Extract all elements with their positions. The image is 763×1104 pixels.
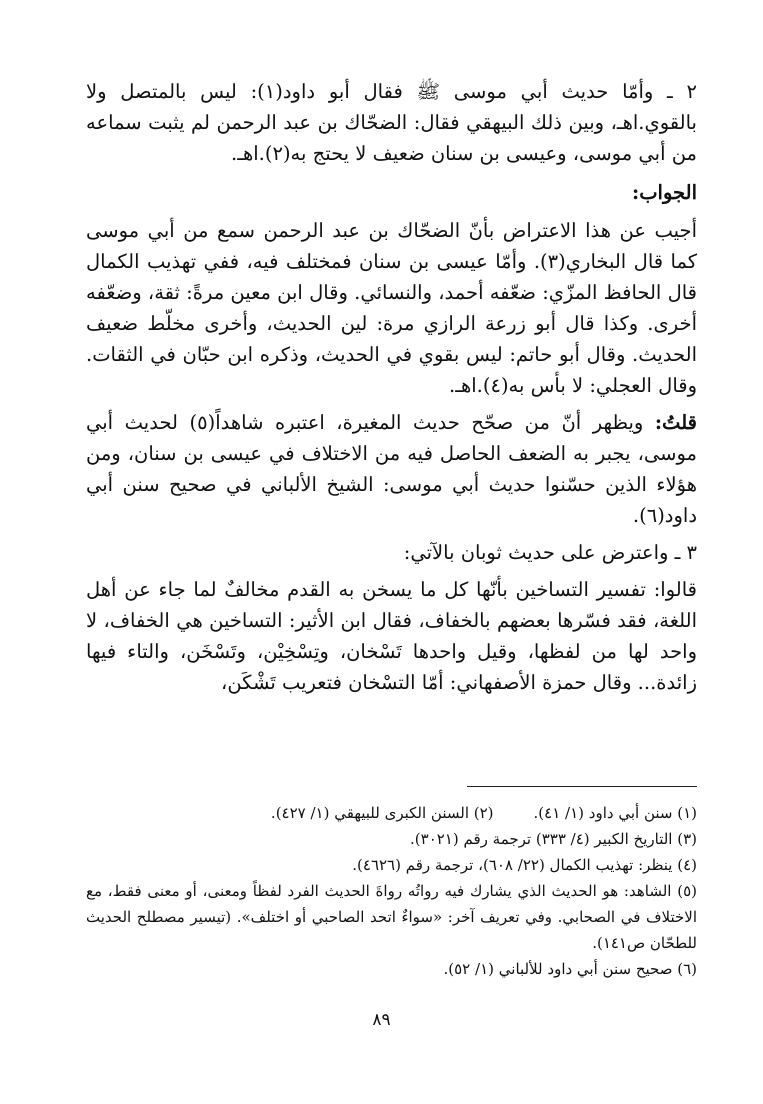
heading-answer: الجواب:: [632, 181, 697, 204]
footnote-2: (٢) السنن الكبرى للبيهقي (١/ ٤٢٧).: [270, 804, 494, 822]
footnotes: [86, 800, 697, 982]
qultu-lead: قلتُ:: [654, 411, 697, 434]
footnote-3: (٣) التاريخ الكبير (٤/ ٣٣٣) ترجمة رقم (٣٠٢١).: [410, 830, 697, 848]
footnote-1: (١) سنن أبي داود (١/ ٤١).: [533, 804, 697, 822]
footnote-5: (٥) الشاهد: هو الحديث الذي يشارك فيه رواتُه رواةَ الحديث الفرد لفظاً ومعنى، أو معنى فقط، مع الاختلاف في الصحابي. وفي تعريف آخر: «سواءٌ اتحد الصاحبي أو اختلف». (تيسير مصطلح الحديث للطحّان ص١٤١).: [86, 882, 697, 952]
footnote-row: [86, 800, 697, 826]
paragraph-answer: أجيب عن هذا الاعتراض بأنّ الضحّاك بن عبد الرحمن سمع من أبي موسى كما قال البخاري(٣). وأمّا عيسى بن سنان فمختلف فيه، ففي تهذيب الكمال قال الحافظ المزّي: ضعّفه أحمد، والنسائي. وقال ابن معين مرةً: ثقة، وضعّفه أخرى. وكذا قال أبو زرعة الرازي مرة: لين الحديث، وأخرى مخلّط ضعيف الحديث. وقال أبو حاتم: ليس بقوي في الحديث، وذكره ابن حبّان في الثقات. وقال العجلي: لا بأس به(٤).اهـ.: [86, 219, 698, 397]
footnote-divider: [467, 786, 697, 787]
paragraph-qultu: [86, 407, 697, 531]
qultu-text: ويظهر أنّ من صحّح حديث المغيرة، اعتبره شاهداً(٥) لحديث أبي موسى، يجبر به الضعف الحاصل فيه من الاختلاف في عيسى بن سنان، ومن هؤلاء الذين حسّنوا حديث أبي موسى: الشيخ الألباني في صحيح سنن أبي داود(٦).: [86, 411, 697, 527]
footnote-4: (٤) ينظر: تهذيب الكمال (٢٢/ ٦٠٨)، ترجمة رقم (٤٦٢٦).: [352, 856, 697, 874]
page-number: ٨٩: [372, 1010, 391, 1030]
paragraph-abu-musa: ٢ ـ وأمّا حديث أبي موسى ﷺ فقال أبو داود(١): ليس بالمتصل ولا بالقوي.اهـ، وبين ذلك البيهقي فقال: الضحّاك بن عبد الرحمن لم يثبت سماعه من أبي موسى، وعيسى بن سنان ضعيف لا يحتج به(٢).اهـ.: [86, 80, 697, 165]
footnote-6: (٦) صحيح سنن أبي داود للألباني (١/ ٥٢).: [443, 960, 697, 978]
paragraph-qalu: قالوا: تفسير التساخين بأنّها كل ما يسخن به القدم مخالفٌ لما جاء عن أهل اللغة، فقد فسّرها بعضهم بالخفاف، فقال ابن الأثير: التساخين هي الخفاف، لا واحد لها من لفظها، وقيل واحدها تَسْخان، وتِسْخِيْن، وتَسْخَن، والتاء فيها زائدة... وقال حمزة الأصفهاني: أمّا التسْخان فتعريب تَشْكَن،: [86, 578, 697, 694]
paragraph-thawban: ٣ ـ واعترض على حديث ثوبان بالآتي:: [403, 541, 697, 564]
